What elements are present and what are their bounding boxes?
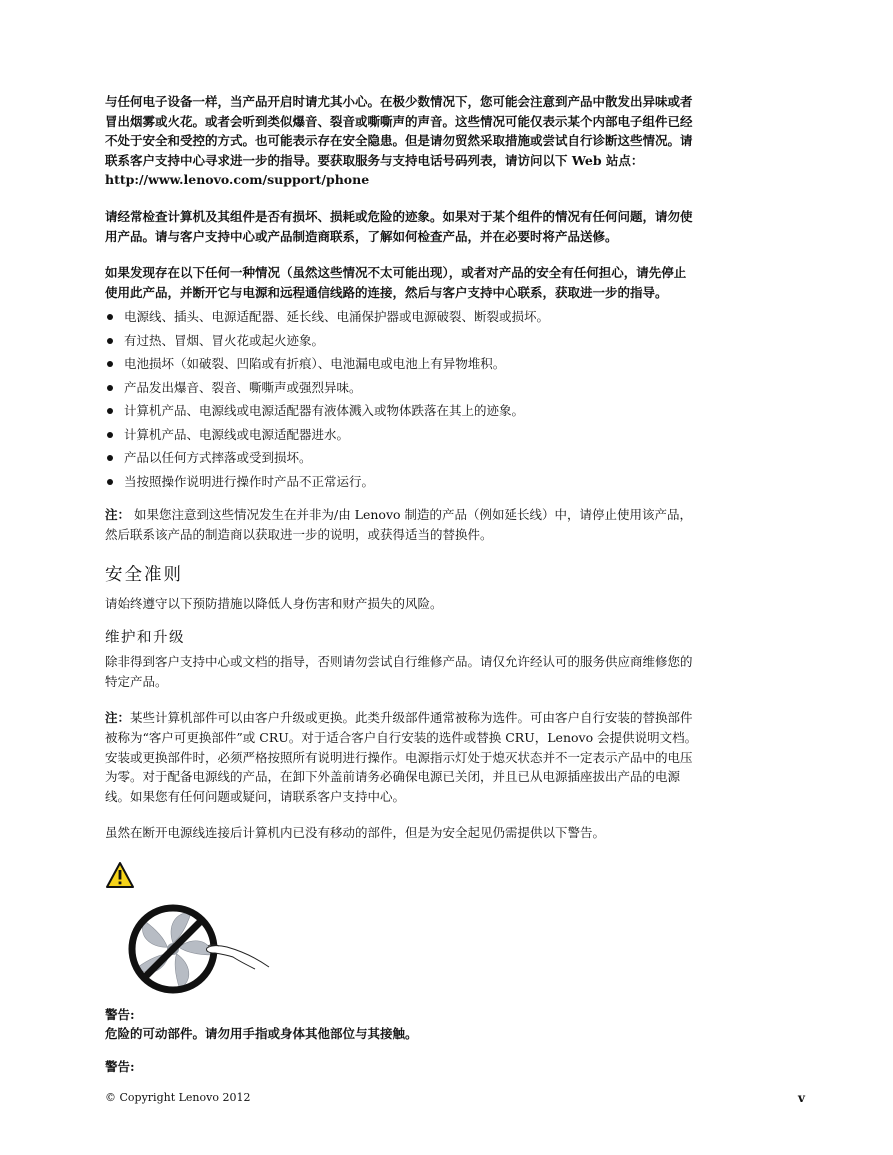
list-item: 产品以任何方式摔落或受到损坏。: [105, 446, 805, 470]
list-item: 有过热、冒烟、冒火花或起火迹象。: [105, 329, 805, 353]
page-number: v: [798, 1091, 805, 1105]
note-manufacturer: 注： 如果您注意到这些情况发生在并非为/由 Lenovo 制造的产品（例如延长线）中，请停止使用该产品， 然后联系该产品的制造商以获取进一步的说明，或获得适当的替换件。: [105, 507, 693, 542]
list-item: 计算机产品、电源线或电源适配器有液体溅入或物体跌落在其上的迹象。: [105, 399, 805, 423]
bullet-icon: [107, 455, 113, 461]
support-url[interactable]: http://www.lenovo.com/support/phone: [105, 172, 370, 188]
text-line: 如果发现存在以下任何一种情况（虽然这些情况不太可能出现），或者对产品的安全有任何担心，请先停止: [105, 265, 687, 281]
warning-1-label: 警告:: [105, 1006, 135, 1022]
warning-1-text: 危险的可动部件。请勿用手指或身体其他部位与其接触。: [105, 1025, 418, 1041]
text-line: 不处于安全和受控的方式。也可能表示存在安全隐患。但是请勿贸然采取措施或尝试自行诊断这些情况。请: [105, 133, 693, 149]
intro-paragraph-1: [105, 92, 805, 190]
copyright-text: © Copyright Lenovo 2012: [105, 1091, 251, 1104]
list-item: 电源线、插头、电源适配器、延长线、电涌保护器或电源破裂、断裂或损坏。: [105, 305, 805, 329]
text-line: 请经常检查计算机及其组件是否有损坏、损耗或危险的迹象。如果对于某个组件的情况有任何问题，请勿使: [105, 208, 693, 224]
note-label: 注：: [105, 507, 131, 523]
list-item: 计算机产品、电源线或电源适配器进水。: [105, 423, 805, 447]
maintenance-heading: 维护和升级: [105, 630, 185, 647]
list-item: 产品发出爆音、裂音、嘶嘶声或强烈异味。: [105, 376, 805, 400]
text-line: 使用此产品，并断开它与电源和远程通信线路的连接，然后与客户支持中心联系，获取进一步的指导。: [105, 284, 668, 300]
bullet-icon: [107, 479, 113, 485]
safety-guidelines-text: 请始终遵守以下预防措施以降低人身伤害和财产损失的风险。: [105, 595, 443, 611]
intro-paragraph-3: [105, 263, 805, 302]
list-item: 电池损坏（如破裂、凹陷或有折痕）、电池漏电或电池上有异物堆积。: [105, 352, 805, 376]
bullet-icon: [107, 385, 113, 391]
note-cru: 注：某些计算机部件可以由客户升级或更换。此类升级部件通常被称为选件。可由客户自行安装的替换部件 被称为“客户可更换部件”或 CRU。对于适合客户自行安装的选件或替换 CRU，Lenovo 会提供说明文档。 安装或更换部件时，必须严格按照所有说明进行操作。电源指示灯处于熄灭状态并不一定表示产品中的电压 为零。对于配备电源线的产品，在卸下外盖前请务必确保电源已关闭，并且已从电源插座拔出产品的电源 线。如果您有任何问题或疑问，请联系客户支持中心。: [105, 710, 698, 804]
bullet-icon: [107, 338, 113, 344]
text-line: 联系客户支持中心寻求进一步的指导。要获取服务与支持电话号码列表，请访问以下 Web 站点：: [105, 152, 644, 168]
page-content: [105, 92, 805, 1076]
no-touch-fan-icon: [123, 899, 273, 999]
text-line: 冒出烟雾或火花。或者会听到类似爆音、裂音或嘶嘶声的声音。这些情况可能仅表示某个内部电子组件已经: [105, 113, 693, 129]
hazard-list: [105, 305, 805, 493]
intro-paragraph-2: [105, 207, 805, 246]
warning-2-label: 警告:: [105, 1058, 135, 1074]
list-item: 当按照操作说明进行操作时产品不正常运行。: [105, 470, 805, 494]
warning-graphics: [105, 861, 805, 1001]
text-line: 用产品。请与客户支持中心或产品制造商联系，了解如何检查产品，并在必要时将产品送修。: [105, 228, 618, 244]
maintenance-text: 除非得到客户支持中心或文档的指导，否则请勿尝试自行维修产品。请仅允许经认可的服务供应商维修您的 特定产品。: [105, 654, 693, 689]
bullet-icon: [107, 408, 113, 414]
text-line: 然后联系该产品的制造商以获取进一步的说明，或获得适当的替换件。: [105, 526, 493, 542]
bullet-icon: [107, 432, 113, 438]
bullet-icon: [107, 314, 113, 320]
note-label: 注：: [105, 710, 131, 726]
safety-guidelines-heading: 安全准则: [105, 564, 183, 585]
text-line: 与任何电子设备一样，当产品开启时请尤其小心。在极少数情况下，您可能会注意到产品中散发出异味或者: [105, 94, 693, 109]
bullet-icon: [107, 361, 113, 367]
warning-triangle-icon: [105, 861, 135, 889]
moving-parts-text: 虽然在断开电源线连接后计算机内已没有移动的部件，但是为安全起见仍需提供以下警告。: [105, 825, 606, 841]
